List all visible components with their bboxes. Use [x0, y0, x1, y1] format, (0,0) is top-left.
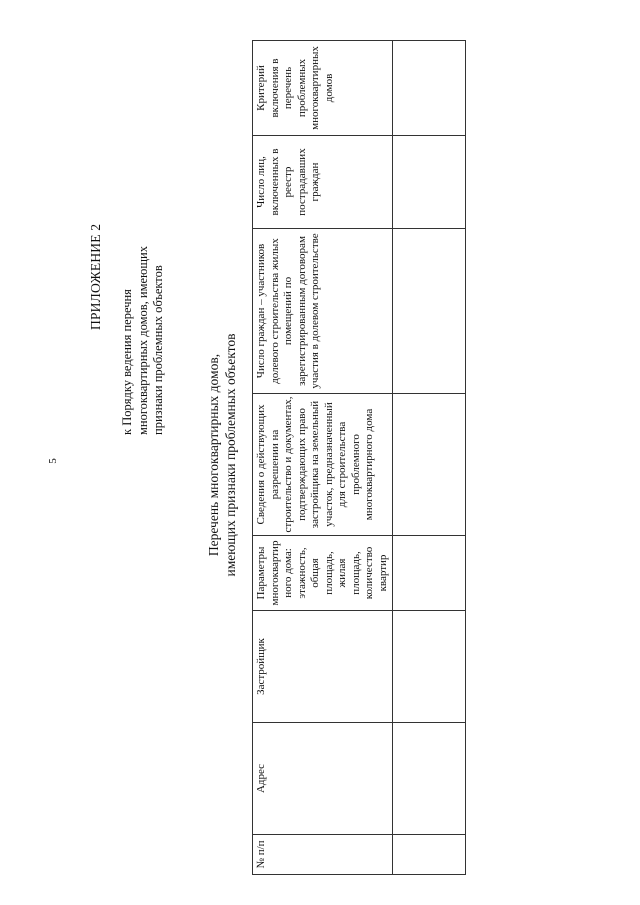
column-header-parameters: Параметры многоквартир ного дома: этажность, общая площадь, жилая площадь, количество квартир: [253, 536, 393, 611]
table-cell: [393, 394, 466, 536]
basis-line: признаки проблемных объектов: [151, 265, 165, 435]
document-title-line: имеющих признаки проблемных объектов: [223, 333, 238, 577]
table-cell: [393, 835, 466, 875]
page-number: 5: [47, 458, 59, 464]
column-header-developer: Застройщик: [253, 611, 393, 723]
appendix-title: ПРИЛОЖЕНИЕ 2: [88, 223, 103, 330]
column-header-criterion: Критерий включения в перечень проблемных многоквартирных домов: [253, 41, 393, 136]
rotated-page: [0, 5, 640, 905]
column-header-number: № п/п: [253, 835, 393, 875]
column-header-participants: Число граждан – участников долевого строительства жилых помещений по зарегистрированным договорам участия в долевом строительстве: [253, 229, 393, 394]
appendix-basis: [120, 95, 167, 435]
problem-houses-table: [252, 40, 466, 875]
column-header-victims: Число лиц, включенных в реестр пострадавших граждан: [253, 136, 393, 229]
table-cell: [393, 229, 466, 394]
table-row: [393, 41, 466, 875]
table-header-row: [253, 41, 393, 875]
basis-line: многоквартирных домов, имеющих: [135, 246, 150, 435]
table-cell: [393, 136, 466, 229]
table-cell: [393, 611, 466, 723]
basis-line: к Порядку ведения перечня: [120, 289, 134, 435]
column-header-address: Адрес: [253, 723, 393, 835]
table-cell: [393, 723, 466, 835]
table-cell: [393, 536, 466, 611]
document-title: [205, 295, 239, 615]
table-cell: [393, 41, 466, 136]
column-header-permits: Сведения о действующих разрешении на строительство и документах, подтверждающих право застройщика на земельный участок, предназначенный для строительства проблемного многоквартирного дома: [253, 394, 393, 536]
document-title-line: Перечень многоквартирных домов,: [206, 353, 221, 557]
